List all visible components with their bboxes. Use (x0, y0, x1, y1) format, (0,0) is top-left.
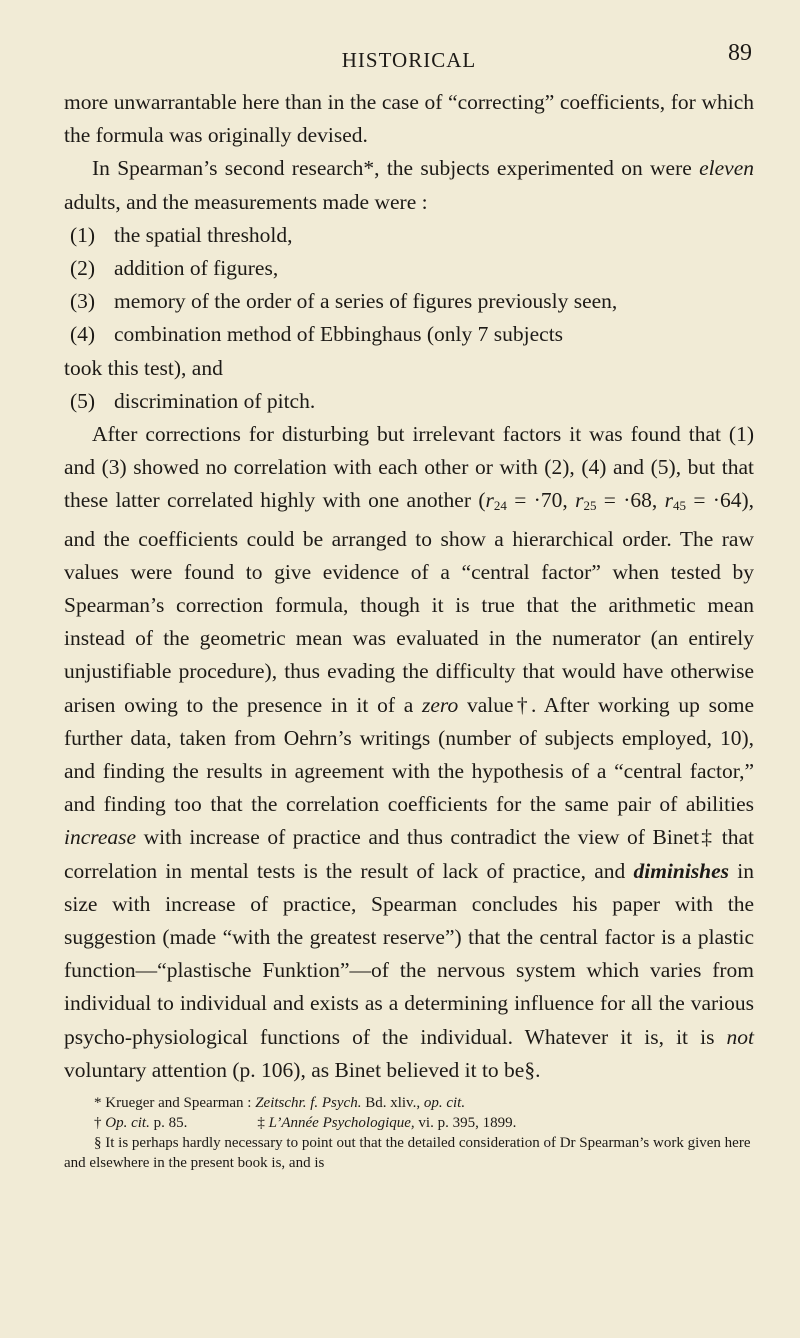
emphasis: eleven (699, 156, 754, 181)
text-span: with increase of practice and thus contradict the view of Binet‡ that correlation in mental tests is the result of lack of practice, and (64, 825, 754, 883)
text-span: adults, and the measurements made were : (64, 189, 428, 214)
list-text: the spatial threshold, (114, 222, 293, 247)
text-span: = ·68, (596, 488, 665, 513)
emphasis: increase (64, 825, 137, 850)
page-number: 89 (728, 40, 752, 66)
list-text: discrimination of pitch. (114, 388, 316, 413)
list-text: addition of figures, (114, 256, 279, 281)
subscript: 24 (493, 498, 507, 514)
text-span: Bd. xliv., (361, 1095, 424, 1112)
list-text-continued: took this test), and (64, 355, 223, 380)
text-span: = ·64), and the coefficients could be arranged to show a hierarchical order. The raw values were found to give evidence of a “central factor” when tested by Spearman’s correction formula, though it is true that the arithmetic mean instead of the geometric mean was evaluated in the numerator (an entirely unjustifiable procedure), thus evading the difficulty that would have otherwise arisen owing to the presence in it of a (64, 488, 754, 717)
text-span: voluntary attention (p. 106), as Binet believed it to be§. (64, 1057, 541, 1082)
list-text: memory of the order of a series of figures previously seen, (114, 289, 618, 314)
list-item (64, 385, 754, 418)
list-number: (4) (70, 322, 96, 347)
running-title: HISTORICAL (341, 48, 477, 72)
text-span: p. 85. (149, 1115, 188, 1132)
text-span: In Spearman’s second research*, the subjects experimented on were (92, 156, 700, 181)
text-span: vi. p. 395, 1899. (414, 1115, 517, 1132)
symbol-r: r (664, 488, 673, 513)
footnote (64, 1093, 754, 1113)
measurement-list (64, 219, 754, 418)
running-header (64, 40, 754, 86)
footnotes (64, 1093, 754, 1173)
symbol-r: r (485, 488, 494, 513)
list-item (64, 285, 754, 318)
list-text: combination method of Ebbinghaus (only 7 subjects (114, 322, 564, 347)
list-number: (1) (70, 222, 96, 247)
list-item (64, 252, 754, 285)
text-span: = ·70, (506, 488, 576, 513)
symbol-r: r (575, 488, 584, 513)
list-number: (2) (70, 256, 96, 281)
book-page (64, 40, 754, 1173)
paragraph-3 (64, 418, 754, 1087)
text-span: ‡ (257, 1115, 269, 1132)
emphasis: Op. cit. (105, 1115, 150, 1132)
paragraph-1: more unwarrantable here than in the case of “correcting” coefficients, for which the formula was originally devised. (64, 90, 754, 148)
footnote: § It is perhaps hardly necessary to point out that the detailed consideration of Dr Spearman’s work given here and elsewhere in the present book is, and is (64, 1135, 751, 1172)
body-text (64, 86, 754, 1087)
list-item (64, 219, 754, 252)
subscript: 45 (673, 498, 686, 514)
emphasis: not (726, 1024, 754, 1049)
subscript: 25 (583, 498, 597, 514)
emphasis: zero (421, 692, 459, 717)
text-span: After corrections for disturbing but irrelevant factors it was found that (1) and (3) showed no correlation with each other or with (2), (4) and (5), but that these latter correlated highly with one another ( (64, 422, 754, 513)
text-span: † (94, 1115, 106, 1132)
footnote (64, 1113, 754, 1133)
emphasis: op. cit. (423, 1095, 466, 1112)
emphasis: L’Année Psychologique, (268, 1115, 415, 1132)
text-span: in size with increase of practice, Spearman concludes his paper with the suggestion (made “with the greatest reserve”) that the central factor is a plastic function—“plastische Funktion”—of the nervous system which varies from individual to individual and exists as a determining influence for all the various psycho-physiological functions of the individual. Whatever it is, it is (64, 858, 754, 1049)
list-number: (5) (70, 388, 96, 413)
text-span: value†. After working up some further data, taken from Oehrn’s writings (number of subjects employed, 10), and finding the results in agreement with the hypothesis of a “central factor,” and finding too that the correlation coefficients for the same pair of abilities (64, 692, 754, 817)
paragraph-2 (64, 152, 754, 218)
list-number: (3) (70, 289, 96, 314)
list-item (64, 318, 754, 351)
text-span: * Krueger and Spearman : (94, 1095, 256, 1112)
emphasis: diminishes (633, 858, 730, 883)
emphasis: Zeitschr. f. Psych. (255, 1095, 362, 1112)
